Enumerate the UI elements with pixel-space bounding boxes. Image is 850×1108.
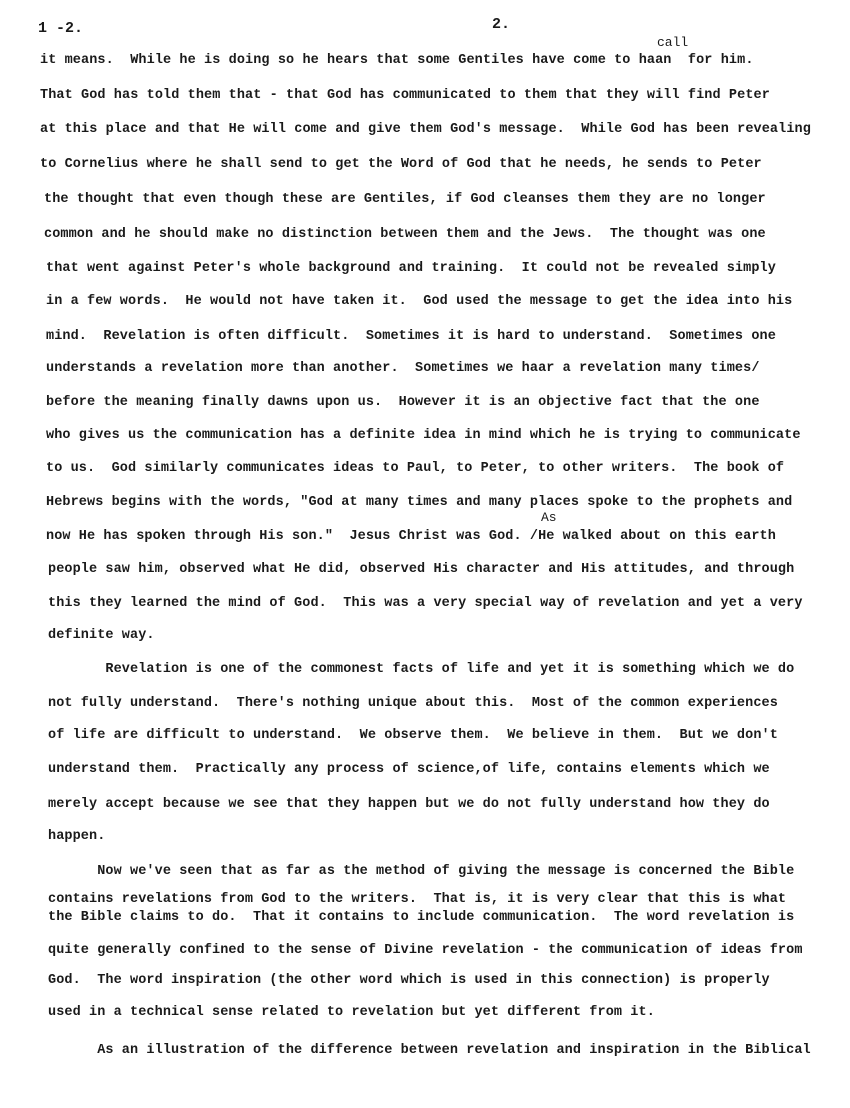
- text-line: before the meaning finally dawns upon us. However it is an objective fact that the one: [46, 395, 760, 410]
- text-line: that went against Peter's whole background and training. It could not be revealed simply: [46, 261, 776, 276]
- text-line: in a few words. He would not have taken it. God used the message to get the idea into his: [46, 294, 793, 309]
- text-line: now He has spoken through His son." Jesus Christ was God. /He walked about on this earth: [46, 529, 776, 544]
- text-line: common and he should make no distinction between them and the Jews. The thought was one: [44, 227, 766, 242]
- text-line: not fully understand. There's nothing unique about this. Most of the common experiences: [48, 696, 778, 711]
- text-line: mind. Revelation is often difficult. Sometimes it is hard to understand. Sometimes one: [46, 329, 776, 344]
- text-line: the Bible claims to do. That it contains to include communication. The word revelation is: [48, 910, 795, 925]
- page-number: 2.: [492, 16, 511, 33]
- text-line: Now we've seen that as far as the method of giving the message is concerned the Bible: [48, 864, 795, 879]
- text-line: merely accept because we see that they happen but we do not fully understand how they do: [48, 797, 770, 812]
- text-line: contains revelations from God to the writers. That is, it is very clear that this is what: [48, 892, 787, 907]
- text-line: definite way.: [48, 628, 155, 643]
- handwritten-correction-call: call: [657, 35, 689, 50]
- text-line: of life are difficult to understand. We observe them. We believe in them. But we don't: [48, 728, 778, 743]
- text-line: quite generally confined to the sense of Divine revelation - the communication of ideas from: [48, 943, 803, 958]
- text-line: As an illustration of the difference between revelation and inspiration in the Biblical: [48, 1043, 811, 1058]
- text-line: used in a technical sense related to revelation but yet different from it.: [48, 1005, 655, 1020]
- text-line: understand them. Practically any process of science,of life, contains elements which we: [48, 762, 770, 777]
- text-line: it means. While he is doing so he hears that some Gentiles have come to haan for him.: [40, 53, 754, 68]
- text-line: to us. God similarly communicates ideas to Paul, to Peter, to other writers. The book of: [46, 461, 785, 476]
- page-reference: 1 -2.: [38, 20, 84, 37]
- text-line: God. The word inspiration (the other word which is used in this connection) is properly: [48, 973, 770, 988]
- text-line: understands a revelation more than another. Sometimes we haar a revelation many times/: [46, 361, 760, 376]
- text-line: at this place and that He will come and give them God's message. While God has been revealing: [40, 122, 811, 137]
- text-line: Hebrews begins with the words, "God at many times and many places spoke to the prophets and: [46, 495, 793, 510]
- text-line: to Cornelius where he shall send to get the Word of God that he needs, he sends to Peter: [40, 157, 762, 172]
- handwritten-correction-as: As: [541, 510, 557, 525]
- text-line: the thought that even though these are Gentiles, if God cleanses them they are no longer: [44, 192, 766, 207]
- text-line: this they learned the mind of God. This was a very special way of revelation and yet a very: [48, 596, 803, 611]
- text-line: people saw him, observed what He did, observed His character and His attitudes, and through: [48, 562, 795, 577]
- text-line: Revelation is one of the commonest facts of life and yet it is something which we do: [48, 662, 795, 677]
- text-line: happen.: [48, 829, 106, 844]
- text-line: That God has told them that - that God has communicated to them that they will find Peter: [40, 88, 770, 103]
- text-line: who gives us the communication has a definite idea in mind which he is trying to communicate: [46, 428, 801, 443]
